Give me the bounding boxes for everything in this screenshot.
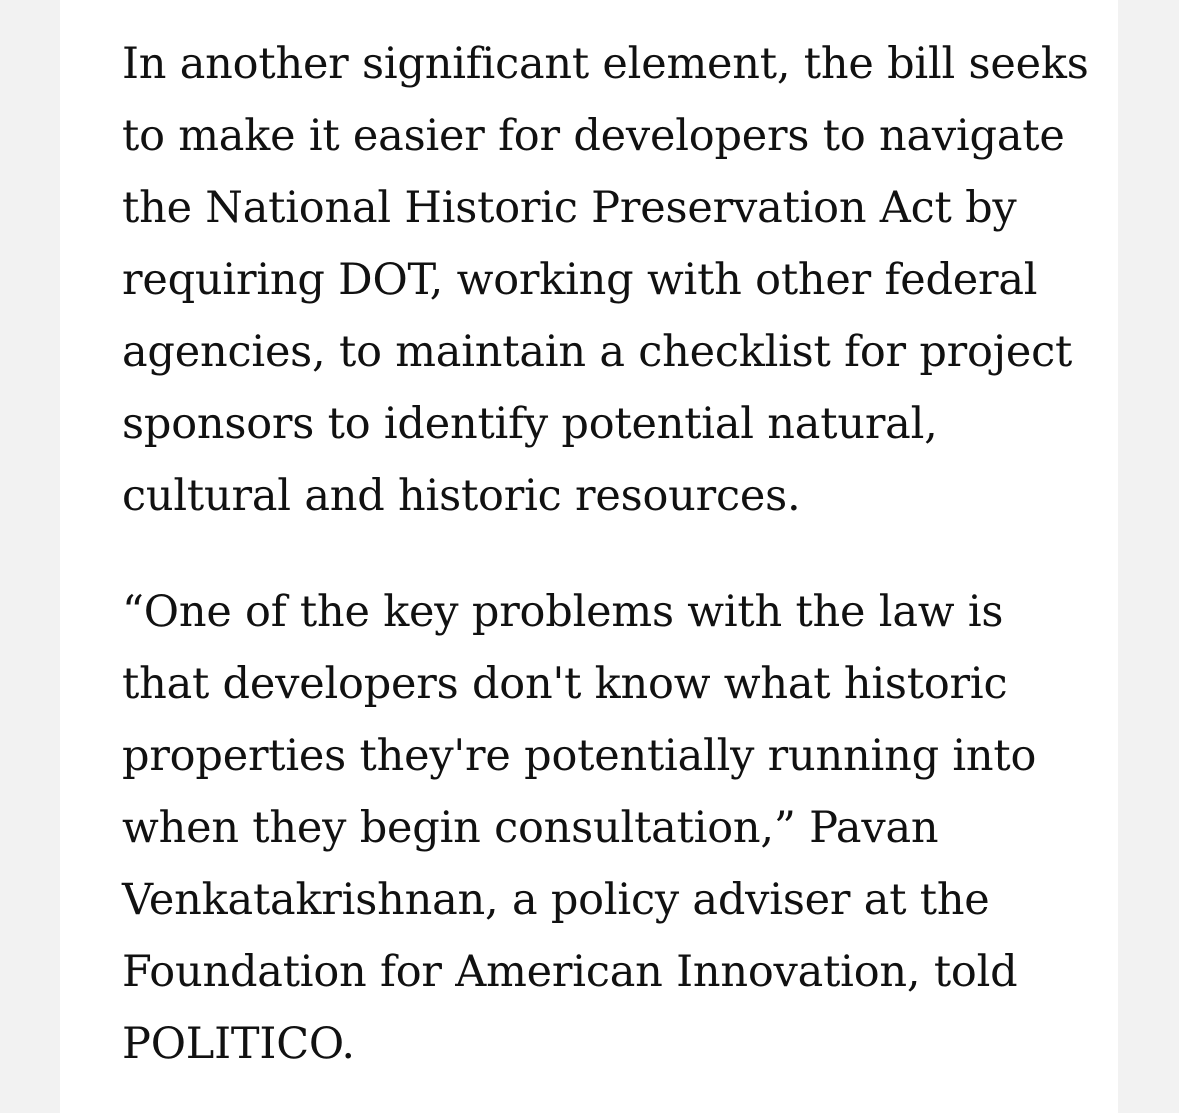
paragraph-line: when they begin consultation,” Pavan [122,803,939,853]
paragraph-line: the National Historic Preservation Act by [122,183,1017,233]
paragraph-line: sponsors to identify potential natural, [122,399,938,449]
paragraph-line: properties they're potentially running into [122,731,1037,781]
paragraph-line: POLITICO. [122,1019,355,1069]
paragraph-line: cultural and historic resources. [122,471,801,521]
paragraph-line: that developers don't know what historic [122,659,1008,709]
paragraph-line: requiring DOT, working with other federal [122,255,1038,305]
article-page [60,0,1118,1113]
paragraph-line: agencies, to maintain a checklist for project [122,327,1073,377]
paragraph-line: to make it easier for developers to navigate [122,111,1065,161]
paragraph-line: Venkatakrishnan, a policy adviser at the [122,875,990,925]
paragraph-line: “One of the key problems with the law is [122,587,1004,637]
paragraph-line: Foundation for American Innovation, told [122,947,1018,997]
paragraph-line: In another significant element, the bill seeks [122,39,1089,89]
